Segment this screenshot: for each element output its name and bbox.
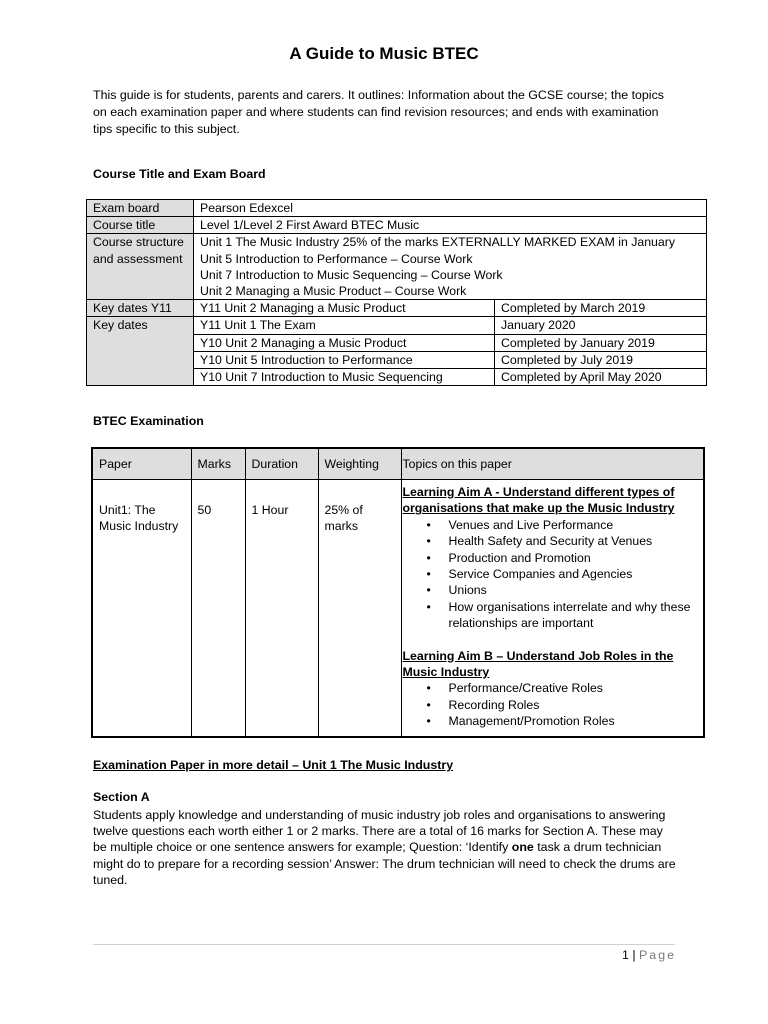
key-dates-label-cont [87, 334, 194, 351]
table-row [87, 217, 707, 234]
course-section-heading: Course Title and Exam Board [93, 167, 266, 181]
structure-line: Unit 7 Introduction to Music Sequencing – Course Work [200, 267, 503, 282]
key-date-unit: Y11 Unit 1 The Exam [194, 317, 495, 334]
page-title: A Guide to Music BTEC [289, 44, 479, 63]
list-item: • Performance/Creative Roles [449, 680, 700, 696]
col-header-weighting: Weighting [318, 448, 401, 480]
table-row [87, 234, 707, 300]
list-item: • Service Companies and Agencies [449, 566, 700, 582]
weighting-cell: 25% of marks [318, 480, 401, 737]
section-a-bold-word: one [511, 840, 534, 855]
list-item: • Recording Roles [449, 697, 700, 713]
key-date-unit: Y10 Unit 2 Managing a Music Product [194, 334, 495, 351]
footer-separator: | [632, 948, 636, 962]
list-item: • Production and Promotion [449, 550, 700, 566]
col-header-topics: Topics on this paper [401, 448, 704, 480]
exam-board-label: Exam board [87, 200, 194, 217]
list-item: • Unions [449, 582, 700, 598]
structure-line: Unit 2 Managing a Music Product – Course Work [200, 284, 467, 299]
table-row [87, 200, 707, 217]
btec-section-heading: BTEC Examination [93, 414, 204, 428]
learning-aim-b-list [403, 680, 700, 729]
col-header-marks: Marks [191, 448, 245, 480]
exam-board-value: Pearson Edexcel [194, 200, 707, 217]
list-item: • Management/Promotion Roles [449, 713, 700, 729]
course-info-table [86, 199, 707, 386]
key-date-date: Completed by April May 2020 [495, 369, 707, 386]
learning-aim-a-list [403, 517, 700, 632]
page-number: 1 [622, 948, 629, 962]
key-date-date: Completed by January 2019 [495, 334, 707, 351]
table-row [92, 480, 704, 737]
table-row [87, 317, 707, 334]
learning-aim-b-title: Learning Aim B – Understand Job Roles in the Music Industry [402, 648, 674, 680]
learning-aim-a-title: Learning Aim A - Understand different types of organisations that make up the Music Industry [402, 485, 675, 516]
table-row [87, 369, 707, 386]
section-a-paragraph [93, 807, 678, 888]
table-row [87, 300, 707, 317]
section-a-text-start: Students apply knowledge and understanding of music industry job roles and organisations to answering twelve questions each worth either 1 or 2 marks. There are a total of 16 marks for Section A. These may be multiple choice or one sentence answers for example; Question: ‘Identify [93, 808, 666, 855]
table-row [87, 334, 707, 351]
page-footer [622, 948, 676, 962]
key-date-unit: Y11 Unit 2 Managing a Music Product [194, 300, 495, 317]
structure-value [194, 234, 707, 300]
paper-cell: Unit1: The Music Industry [92, 480, 191, 737]
col-header-duration: Duration [245, 448, 318, 480]
key-dates-label: Key dates [87, 317, 194, 334]
key-dates-y11-label: Key dates Y11 [87, 300, 194, 317]
key-dates-label-cont [87, 351, 194, 368]
structure-line: Unit 5 Introduction to Performance – Course Work [200, 251, 473, 266]
table-row [87, 351, 707, 368]
col-header-paper: Paper [92, 448, 191, 480]
key-dates-label-cont [87, 369, 194, 386]
duration-cell: 1 Hour [245, 480, 318, 737]
section-a-heading: Section A [93, 790, 150, 804]
key-date-unit: Y10 Unit 7 Introduction to Music Sequencing [194, 369, 495, 386]
section-a-text-end: task a drum technician might do to prepare for a recording session’ Answer: The drum technician will need to check the drums are tuned. [93, 840, 676, 887]
intro-paragraph: This guide is for students, parents and carers. It outlines: Information about the GCSE course; the topics on each examination paper and where students can find revision resources; and ends with examination tips specific to this subject. [93, 88, 664, 136]
structure-line: Unit 1 The Music Industry 25% of the marks EXTERNALLY MARKED EXAM in January [200, 235, 675, 250]
structure-label: Course structure and assessment [87, 234, 194, 300]
key-date-date: Completed by July 2019 [495, 351, 707, 368]
key-date-date: January 2020 [495, 317, 707, 334]
footer-divider [93, 944, 675, 945]
btec-exam-table [91, 447, 705, 738]
table-header-row [92, 448, 704, 480]
key-date-unit: Y10 Unit 5 Introduction to Performance [194, 351, 495, 368]
list-item: • Venues and Live Performance [449, 517, 700, 533]
key-date-date: Completed by March 2019 [495, 300, 707, 317]
course-title-label: Course title [87, 217, 194, 234]
page-label: Page [639, 948, 676, 962]
topics-cell [401, 480, 704, 737]
exam-detail-heading: Examination Paper in more detail – Unit 1 The Music Industry [93, 758, 454, 772]
list-item: • Health Safety and Security at Venues [449, 533, 700, 549]
marks-cell: 50 [191, 480, 245, 737]
list-item: • How organisations interrelate and why these relationships are important [449, 599, 700, 632]
course-title-value: Level 1/Level 2 First Award BTEC Music [194, 217, 707, 234]
